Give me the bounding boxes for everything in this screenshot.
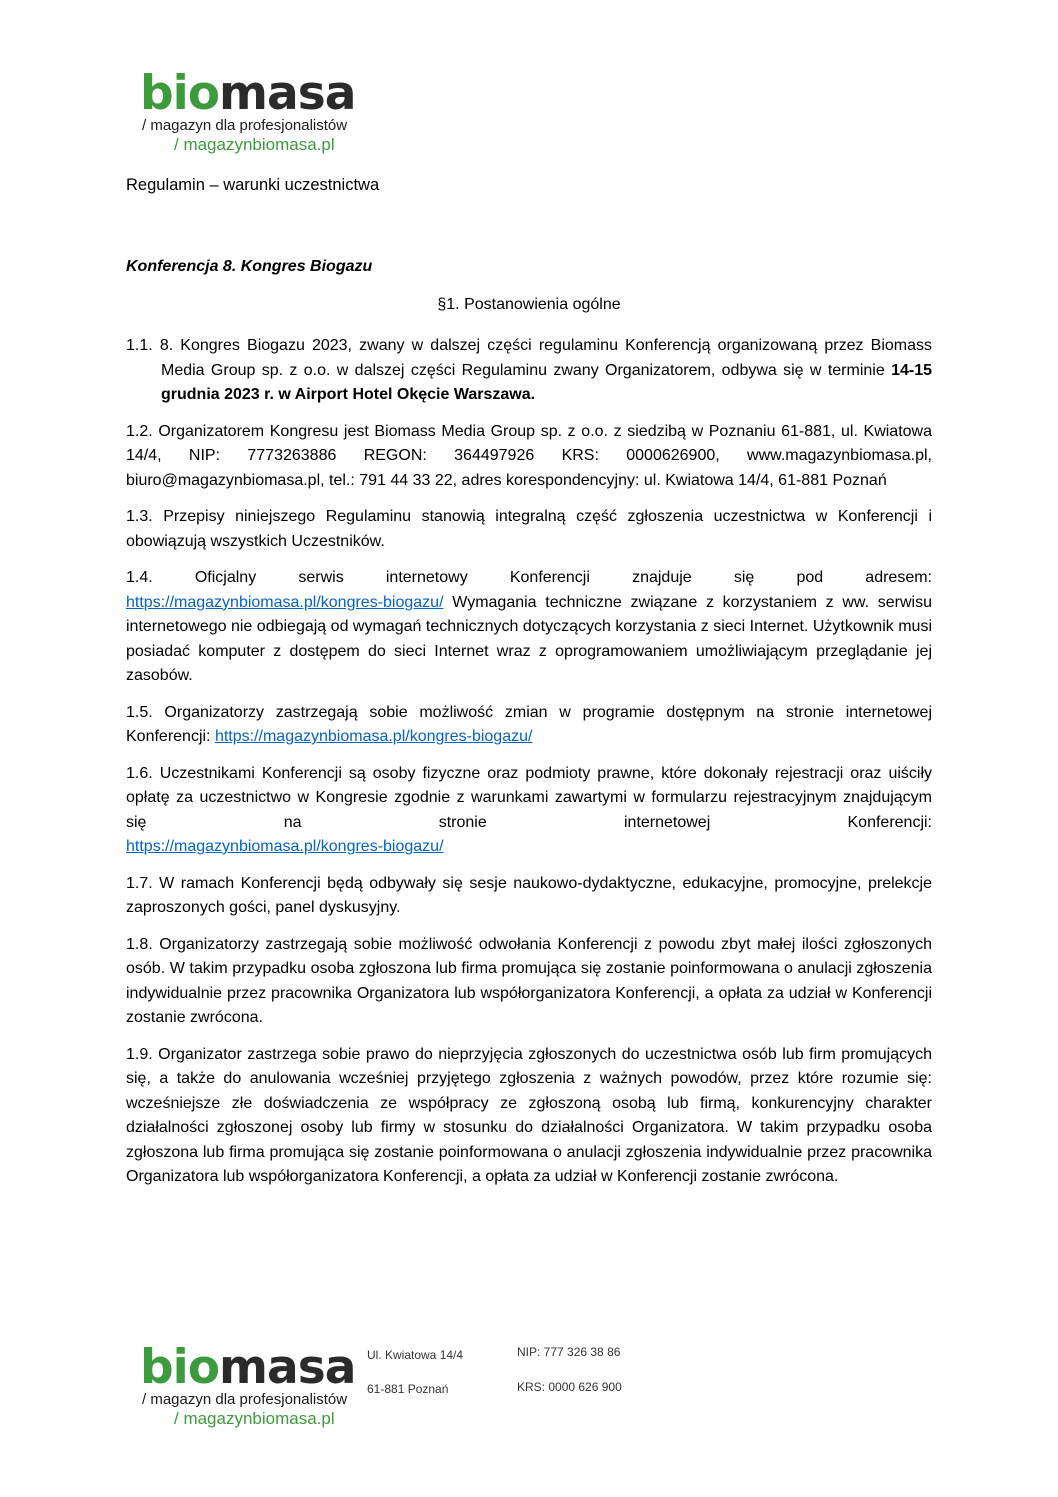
- paragraph-1-1: 1.1. 8. Kongres Biogazu 2023, zwany w dalszej części regulaminu Konferencją organizowaną przez Biomass Media Group sp. z o.o. w dalszej części Regulaminu zwany Organizatorem, odbywa się w terminie 14-15 grudnia 2023 r. w Airport Hotel Okęcie Warszawa.: [126, 337, 932, 403]
- section-title: §1. Postanowienia ogólne: [437, 296, 621, 313]
- footer-logo-site: / magazynbiomasa.pl: [174, 1409, 335, 1428]
- logo-wordmark: biomasa: [140, 66, 356, 121]
- footer-logo: [140, 1340, 356, 1429]
- body-content: [126, 334, 932, 1202]
- paragraph-1-2: 1.2. Organizatorem Kongresu jest Biomass Media Group sp. z o.o. z siedzibą w Poznaniu 61-881, ul. Kwiatowa 14/4, NIP: 7773263886 REGON: 364497926 KRS: 0000626900, www.magazynbiomasa.pl, biuro@magazynbiomasa.pl, tel.: 791 44 33 22, adres korespondencyjny: ul. Kwiatowa 14/4, 61-881 Poznań: [126, 422, 932, 489]
- paragraph-1-9: 1.9. Organizator zastrzega sobie prawo do nieprzyjęcia zgłoszonych do uczestnictwa osób lub firm promujących się, a także do anulowania wcześniej przyjętego zgłoszenia z ważnych powodów, przez które rozumie się: wcześniejsze złe doświadczenia ze współpracy ze zgłoszoną osobą lub firmą, konkurencyjny charakter działalności zgłoszonej osoby lub firmy w stosunku do działalności Organizatora. W takim przypadku osoba zgłoszona lub firma promująca się zostanie poinformowana o anulacji zgłoszenia indywidualnie przez pracownika Organizatora lub współorganizatora Konferencji, a opłata za udział w Konferencji zostanie zwrócona.: [126, 1045, 932, 1185]
- footer-krs: KRS: 0000 626 900: [517, 1380, 622, 1394]
- paragraph-1-4: 1.4. Oficjalny serwis internetowy Konferencji znajduje się pod adresem: https://magazynbiomasa.pl/kongres-biogazu/ Wymagania techniczne związane z korzystaniem z ww. serwisu internetowego nie odbiegają od wymagań technicznych dotyczących korzystania z sieci Internet. Użytkownik musi posiadać komputer z dostępem do sieci Internet wraz z oprogramowaniem umożliwiającym przeglądanie jej zasobów.: [126, 569, 932, 684]
- header-logo: [140, 66, 356, 155]
- paragraph-1-6: 1.6. Uczestnikami Konferencji są osoby fizyczne oraz podmioty prawne, które dokonały rejestracji oraz uiściły opłatę za uczestnictwo w Kongresie zgodnie z warunkami zawartymi w formularzu rejestracyjnym znajdującym się na stronie internetowej Konferencji: https://magazynbiomasa.pl/kongres-biogazu/: [126, 764, 932, 855]
- footer-logo-wordmark: biomasa: [140, 1340, 356, 1395]
- logo-tagline: / magazyn dla profesjonalistów: [142, 117, 348, 134]
- kongres-link-2[interactable]: https://magazynbiomasa.pl/kongres-biogazu/: [214, 728, 533, 745]
- document-title: Regulamin – warunki uczestnictwa: [126, 176, 380, 194]
- kongres-link-3[interactable]: https://magazynbiomasa.pl/kongres-biogazu/: [126, 838, 444, 855]
- footer-logo-tagline: / magazyn dla profesjonalistów: [142, 1391, 348, 1408]
- footer-address-line2: 61-881 Poznań: [367, 1382, 449, 1396]
- conference-title: Konferencja 8. Kongres Biogazu: [126, 258, 373, 275]
- paragraph-1-8: 1.8. Organizatorzy zastrzegają sobie możliwość odwołania Konferencji z powodu zbyt małej ilości zgłoszonych osób. W takim przypadku osoba zgłoszona lub firma promująca się zostanie poinformowana o anulacji zgłoszenia indywidualnie przez pracownika Organizatora lub współorganizatora Konferencji, a opłata za udział w Konferencji zostanie zwrócona.: [126, 935, 932, 1026]
- paragraph-1-5: 1.5. Organizatorzy zastrzegają sobie możliwość zmian w programie dostępnym na stronie internetowej Konferencji: https://magazynbiomasa.pl/kongres-biogazu/: [126, 703, 932, 745]
- paragraph-1-7: 1.7. W ramach Konferencji będą odbywały się sesje naukowo-dydaktyczne, edukacyjne, promocyjne, prelekcje zaproszonych gości, panel dyskusyjny.: [126, 874, 932, 916]
- footer-address: [367, 1348, 463, 1396]
- footer-address-line1: Ul. Kwiatowa 14/4: [367, 1348, 464, 1362]
- footer-registry: [517, 1345, 622, 1394]
- logo-site: / magazynbiomasa.pl: [174, 135, 335, 154]
- paragraph-1-3: 1.3. Przepisy niniejszego Regulaminu stanowią integralną część zgłoszenia uczestnictwa w Konferencji i obowiązują wszystkich Uczestników.: [126, 508, 932, 550]
- footer-nip: NIP: 777 326 38 86: [517, 1345, 621, 1359]
- kongres-link-1[interactable]: https://magazynbiomasa.pl/kongres-biogazu/: [126, 593, 444, 611]
